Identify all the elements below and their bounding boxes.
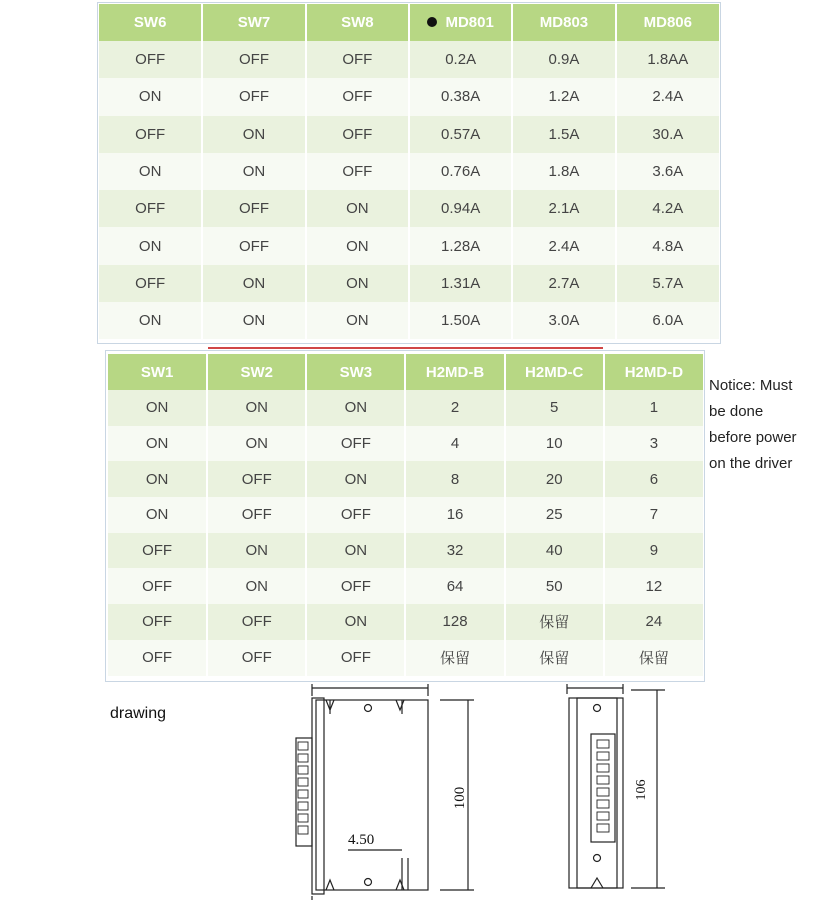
column-header [405,354,504,390]
table-cell: OFF [306,116,409,153]
table-cell: ON [207,568,306,604]
table-cell: ON [99,227,202,264]
front-view-drawing [290,682,490,900]
table-row [108,604,703,640]
table-cell: ON [202,302,305,339]
column-header-label: MD801 [445,14,494,31]
table-cell: 2.4A [512,227,615,264]
table-cell: 0.38A [409,78,512,115]
column-header [604,354,703,390]
table-cell: 5.7A [616,265,719,302]
bullet-icon [427,17,437,27]
table-row [108,461,703,497]
table-cell: 6 [604,461,703,497]
table-cell: ON [108,426,207,462]
front-height-label: 100 [452,786,468,810]
column-header-label: H2MD-D [624,363,684,381]
table-cell: 0.9A [512,41,615,78]
table-cell: ON [99,78,202,115]
table-cell: ON [202,153,305,190]
column-header [306,4,409,41]
table-cell: 5 [505,390,604,426]
table-cell: ON [108,461,207,497]
table-cell: 24 [604,604,703,640]
table-cell: OFF [108,640,207,676]
table-cell: 2.1A [512,190,615,227]
table-row [99,190,719,227]
table-cell: ON [108,390,207,426]
notice-line: before power [709,429,797,446]
table-cell: 1.8A [512,153,615,190]
table-cell: 25 [505,497,604,533]
table-row [108,390,703,426]
table-cell: OFF [207,461,306,497]
table1-header-row [99,4,719,41]
table-cell: OFF [207,604,306,640]
column-header [99,4,202,41]
table-cell: 6.0A [616,302,719,339]
side-view-drawing [505,682,675,900]
table-cell: 1.2A [512,78,615,115]
table-cell: OFF [207,497,306,533]
column-header [202,4,305,41]
column-header-label: SW1 [140,363,174,381]
current-setting-table [99,4,719,339]
table-cell: ON [202,116,305,153]
microstep-setting-table [108,354,703,676]
table-cell: 3 [604,426,703,462]
table-row [99,265,719,302]
table-cell: OFF [99,116,202,153]
column-header-label: MD806 [643,14,692,31]
table2-header-row [108,354,703,390]
table-cell: OFF [202,227,305,264]
table-cell: 3.6A [616,153,719,190]
table-cell: ON [207,533,306,569]
table-cell: OFF [99,265,202,302]
side-height-label: 106 [634,779,649,801]
table-cell: 保留 [604,640,703,676]
table-cell: ON [306,190,409,227]
table-cell: OFF [306,41,409,78]
notice-line: be done [709,403,764,420]
separator-line [208,347,603,349]
table-cell: OFF [306,426,405,462]
column-header [207,354,306,390]
table-cell: ON [306,302,409,339]
table-cell: 16 [405,497,504,533]
table-cell: 1.50A [409,302,512,339]
table-cell: 0.57A [409,116,512,153]
table-cell: 4 [405,426,504,462]
column-header [409,4,512,41]
table-cell: ON [207,426,306,462]
table-cell: ON [306,604,405,640]
drawing-label: drawing [110,705,167,722]
table-row [99,116,719,153]
table-cell: OFF [306,78,409,115]
table-row [99,41,719,78]
column-header [616,4,719,41]
notice-text [709,373,819,477]
table-cell: ON [207,390,306,426]
table-cell: 32 [405,533,504,569]
table-cell: OFF [306,568,405,604]
column-header-label: SW2 [240,363,273,381]
notice-line: Notice: Must [709,377,793,394]
table-cell: 9 [604,533,703,569]
table-cell: ON [306,227,409,264]
table-row [108,568,703,604]
table-cell: 0.2A [409,41,512,78]
table-cell: 4.2A [616,190,719,227]
column-header-label: MD803 [539,14,589,31]
table-cell: ON [306,533,405,569]
table-cell: OFF [99,190,202,227]
table-cell: OFF [202,78,305,115]
table-cell: OFF [108,533,207,569]
table-cell: 7 [604,497,703,533]
table-cell: 10 [505,426,604,462]
table1-body [99,41,719,339]
table-cell: 12 [604,568,703,604]
table-cell: 1.5A [512,116,615,153]
column-header [108,354,207,390]
table-cell: OFF [202,41,305,78]
table-row [108,533,703,569]
table-row [108,640,703,676]
table-cell: 50 [505,568,604,604]
table-cell: OFF [108,604,207,640]
table-cell: OFF [306,153,409,190]
table-cell: 2.4A [616,78,719,115]
table-cell: 4.8A [616,227,719,264]
table-row [108,426,703,462]
column-header [505,354,604,390]
table-cell: 40 [505,533,604,569]
table-cell: OFF [306,640,405,676]
table-cell: OFF [108,568,207,604]
table-cell: 8 [405,461,504,497]
table-cell: 30.A [616,116,719,153]
table-cell: 1 [604,390,703,426]
table-row [99,153,719,190]
table-row [99,78,719,115]
column-header-label: SW8 [341,14,374,31]
table-cell: ON [306,461,405,497]
table-row [99,302,719,339]
column-header [512,4,615,41]
table-cell: ON [99,153,202,190]
table-cell: 0.76A [409,153,512,190]
table-cell: 2.7A [512,265,615,302]
table-cell: 保留 [405,640,504,676]
notice-line: on the driver [709,455,793,472]
table-cell: ON [99,302,202,339]
table-cell: 64 [405,568,504,604]
column-header-label: H2MD-B [425,363,485,381]
table-cell: 20 [505,461,604,497]
table-cell: OFF [99,41,202,78]
table-cell: 保留 [505,640,604,676]
table-cell: ON [108,497,207,533]
table-cell: 128 [405,604,504,640]
table-cell: OFF [207,640,306,676]
table-cell: OFF [202,190,305,227]
table-cell: 1.8AA [616,41,719,78]
column-header-label: H2MD-C [525,363,584,381]
table-cell: 3.0A [512,302,615,339]
table2-body [108,390,703,676]
column-header [306,354,405,390]
slot-offset-label: 4.50 [348,832,375,848]
table-cell: ON [202,265,305,302]
table-row [99,227,719,264]
table-cell: 1.28A [409,227,512,264]
column-header-label: SW7 [237,14,271,31]
table-cell: 0.94A [409,190,512,227]
table-cell: OFF [306,497,405,533]
table-cell: 2 [405,390,504,426]
column-header-label: SW3 [339,363,373,381]
table-cell: ON [306,265,409,302]
table-cell: 保留 [505,604,604,640]
table-cell: 1.31A [409,265,512,302]
column-header-label: SW6 [133,14,167,31]
table-cell: ON [306,390,405,426]
table-row [108,497,703,533]
